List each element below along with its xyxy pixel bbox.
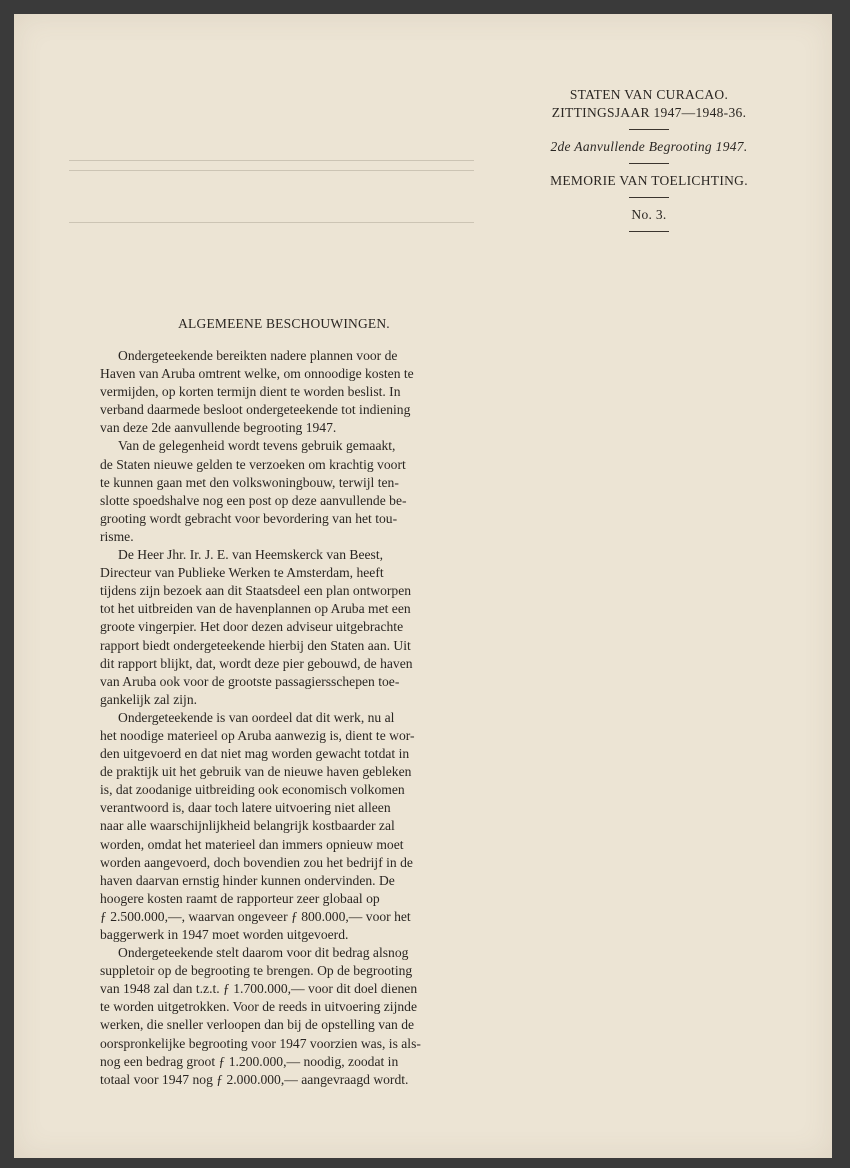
header-subtitle: 2de Aanvullende Begrooting 1947. — [550, 139, 748, 154]
paragraph: Ondergeteekende is van oordeel dat dit werk, nu al het noodige materieel op Aruba aanwezig is, dient te wor- den uitgevoerd en dat niet mag worden gewacht totdat in de praktijk uit het gebruik van de nieuwe haven gebleken is, dat zoodanige uitbreiding ook economisch volkomen verantwoord is, daar toch latere uitvoering niet alleen naar alle waarschijnlijkheid belangrijk kostbaarder zal worden, omdat het materieel dan immers opnieuw moet worden aangevoerd, doch bovendien zou het bedrijf in de haven daarvan ernstig hinder kunnen ondervinden. De hoogere kosten raamt de rapporteur zeer globaal op ƒ 2.500.000,—, waarvan ongeveer ƒ 800.000,— voor het baggerwerk in 1947 moet worden uitgevoerd. — [100, 709, 415, 942]
paragraph: Ondergeteekende bereikten nadere plannen voor de Haven van Aruba omtrent welke, om onnoodige kosten te vermijden, op korten termijn dient te worden beslist. In verband daarmede besloot ondergeteekende tot indiening van deze 2de aanvullende begrooting 1947. — [100, 348, 414, 436]
header-rule — [629, 163, 669, 164]
section-title: ALGEMEENE BESCHOUWINGEN. — [178, 316, 390, 331]
paragraph: Van de gelegenheid wordt tevens gebruik gemaakt, de Staten nieuwe gelden te verzoeken om krachtig voort te kunnen gaan met den volkswoningbouw, terwijl ten- slotte spoedshalve nog een post op deze aanvullende be- grooting wordt gebracht voor bevordering van het tou- risme. — [100, 438, 407, 544]
body-text — [100, 347, 468, 1089]
paragraph: De Heer Jhr. Ir. J. E. van Heemskerck van Beest, Directeur van Publieke Werken te Amsterdam, heeft tijdens zijn bezoek aan dit Staatsdeel een plan ontworpen tot het uitbreiden van de havenplannen op Aruba met een groote vingerpier. Het door dezen adviseur uitgebrachte rapport biedt ondergeteekende hierbij den Staten aan. Uit dit rapport blijkt, dat, wordt deze pier gebouwd, de haven van Aruba ook voor de grootste passagiersschepen toe- gankelijk zal zijn. — [100, 547, 413, 707]
header-line-1: STATEN VAN CURACAO. — [569, 87, 729, 102]
document-header — [514, 86, 784, 240]
document-title: MEMORIE VAN TOELICHTING. — [550, 173, 748, 188]
document-number: No. 3. — [631, 207, 667, 222]
bleed-through-marks — [69, 92, 469, 232]
header-line-2: ZITTINGSJAAR 1947—1948-36. — [551, 105, 747, 120]
header-rule — [629, 129, 669, 130]
document-page — [14, 14, 832, 1158]
paragraph: Ondergeteekende stelt daarom voor dit bedrag alsnog suppletoir op de begrooting te brengen. Op de begrooting van 1948 zal dan t.z.t. ƒ 1.700.000,— voor dit doel dienen te worden uitgetrokken. Voor de reeds in uitvoering zijnde werken, die sneller verloopen dan bij de opstelling van de oorspronkelijke begrooting voor 1947 voorzien was, is als- nog een bedrag groot ƒ 1.200.000,— noodig, zoodat in totaal voor 1947 nog ƒ 2.000.000,— aangevraagd wordt. — [100, 945, 421, 1087]
header-rule — [629, 197, 669, 198]
header-rule — [629, 231, 669, 232]
